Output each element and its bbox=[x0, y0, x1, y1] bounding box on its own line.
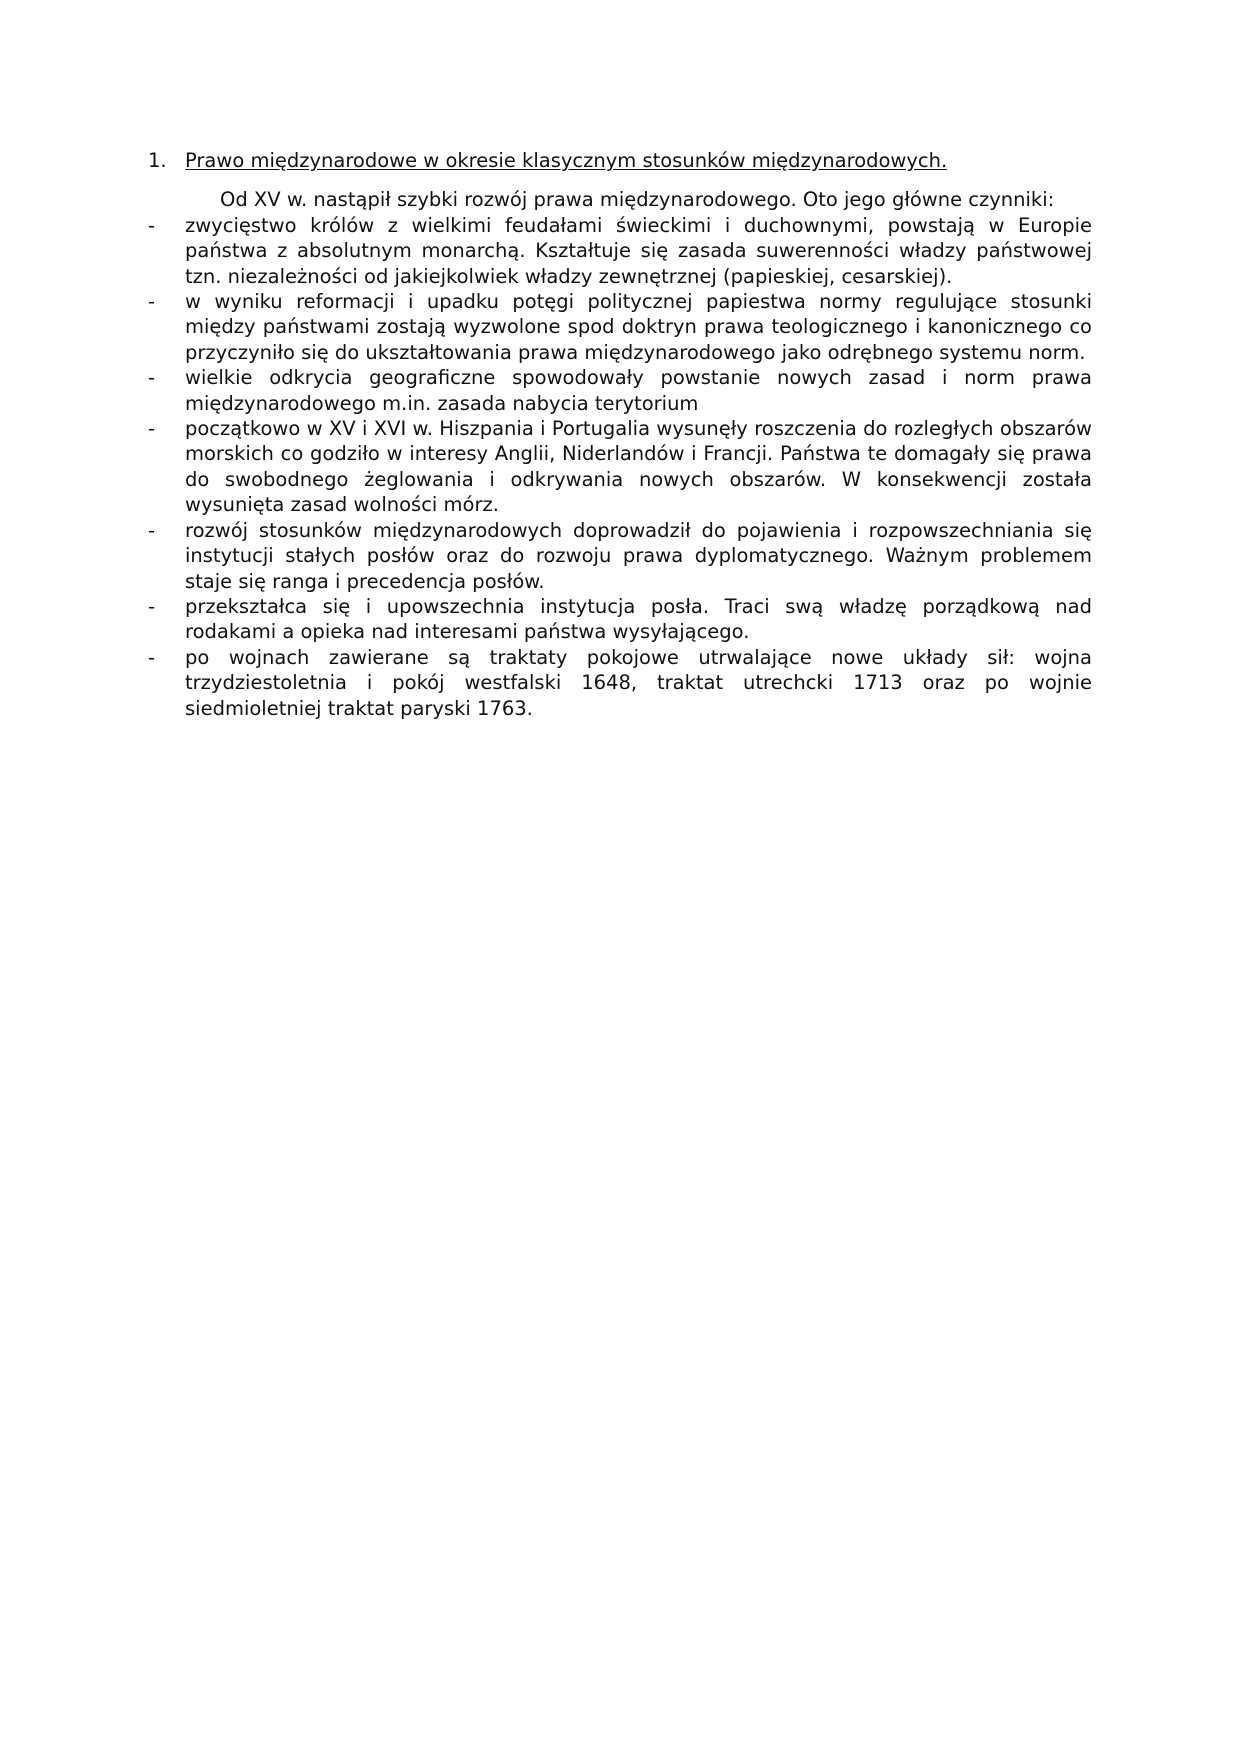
list-item-text: w wyniku reformacji i upadku potęgi politycznej papiestwa normy regulujące stosunki między państwami zostają wyzwolone spod doktryn prawa teologicznego i kanonicznego co przyczyniło się do ukształtowania prawa międzynarodowego jako odrębnego systemu norm. bbox=[185, 290, 1092, 364]
list-item-text: rozwój stosunków międzynarodowych doprowadził do pojawienia i rozpowszechniania się instytucji stałych posłów oraz do rozwoju prawa dyplomatycznego. Ważnym problemem staje się ranga i precedencja posłów. bbox=[185, 518, 1092, 593]
bullet-dash: - bbox=[148, 213, 156, 237]
list-item-text: początkowo w XV i XVI w. Hiszpania i Portugalia wysunęły roszczenia do rozległych obszarów morskich co godziło w interesy Anglii, Niderlandów i Francji. Państwa te domagały się prawa do swobodnego żeglowania i odkrywania nowych obszarów. W konsekwencji została wysunięta zasad wolności mórz. bbox=[185, 417, 1092, 517]
intro-paragraph: Od XV w. nastąpił szybki rozwój prawa międzynarodowego. Oto jego główne czynniki: bbox=[220, 188, 1055, 212]
list-item bbox=[148, 518, 1092, 594]
bullet-dash: - bbox=[148, 645, 156, 669]
section-title: Prawo międzynarodowe w okresie klasycznym stosunków międzynarodowych. bbox=[185, 149, 948, 172]
list-item-text: po wojnach zawierane są traktaty pokojowe utrwalające nowe układy sił: wojna trzydziestoletnia i pokój westfalski 1648, traktat utrechcki 1713 oraz po wojnie siedmioletniej traktat paryski 1763. bbox=[185, 645, 1092, 720]
section-number: 1. bbox=[148, 149, 167, 172]
bullet-dash: - bbox=[148, 518, 156, 542]
list-item-text: zwycięstwo królów z wielkimi feudałami świeckimi i duchownymi, powstają w Europie państwa z absolutnym monarchą. Kształtuje się zasada suwerenności władzy państwowej tzn. niezależności od jakiejkolwiek władzy zewnętrznej (papieskiej, cesarskiej). bbox=[185, 213, 1092, 288]
bullet-dash: - bbox=[148, 290, 156, 314]
list-item bbox=[148, 416, 1092, 518]
list-item-text: wielkie odkrycia geograficzne spowodowały powstanie nowych zasad i norm prawa międzynarodowego m.in. zasada nabycia terytorium bbox=[185, 366, 1092, 415]
list-item bbox=[148, 289, 1092, 365]
bullet-dash: - bbox=[148, 417, 156, 441]
list-item bbox=[148, 213, 1092, 289]
bullet-dash: - bbox=[148, 366, 156, 390]
list-item bbox=[148, 645, 1092, 721]
document-content bbox=[148, 148, 1092, 721]
list-item bbox=[148, 594, 1092, 645]
section-heading bbox=[148, 148, 1092, 173]
list-item-text: przekształca się i upowszechnia instytucja posła. Traci swą władzę porządkową nad rodakami a opieka nad interesami państwa wysyłającego. bbox=[185, 594, 1092, 644]
factor-list bbox=[148, 213, 1092, 721]
list-item bbox=[148, 365, 1092, 416]
bullet-dash: - bbox=[148, 594, 156, 618]
